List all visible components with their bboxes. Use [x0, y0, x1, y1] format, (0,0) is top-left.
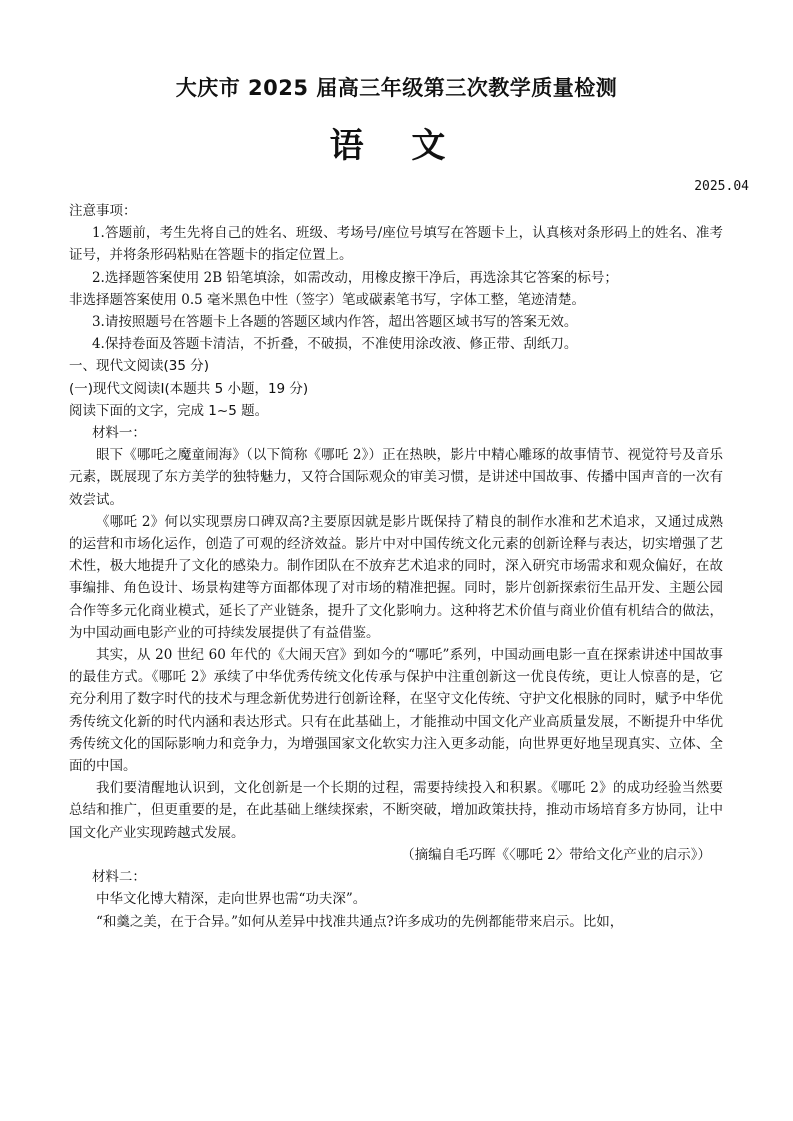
- notice-item: 2.选择题答案使用 2B 铅笔填涂，如需改动，用橡皮擦干净后，再选涂其它答案的标号；: [91, 269, 618, 286]
- exam-date: 2025.04: [694, 179, 749, 194]
- material1-label: 材料一：: [91, 425, 146, 442]
- material1-paragraph: 眼下《哪吒之魔童闹海》（以下简称《哪吒 2》）正在热映，影片中精心雕琢的故事情节、视觉符号及音乐元素，既展现了东方美学的独特魅力，又符合国际观众的审美习惯，是讲述中国故事、传播中国声音的一次有效尝试。: [69, 447, 723, 508]
- notice-item: 1.答题前，考生先将自己的姓名、班级、考场号/座位号填写在答题卡上，认真核对条形码上的姓名、准考证号，并将条形码粘贴在答题卡的指定位置上。: [69, 225, 723, 264]
- material1-paragraph: 我们要清醒地认识到，文化创新是一个长期的过程，需要持续投入和积累。《哪吒 2》的成功经验当然要总结和推广，但更重要的是，在此基础上继续探索，不断突破，增加政策扶持，推动市场培育多方协同，让中国文化产业实现跨越式发展。: [69, 780, 723, 841]
- notice-item: 非选择题答案使用 0.5 毫米黑色中性（签字）笔或碳素笔书写，字体工整，笔迹清楚。: [69, 291, 586, 308]
- subsection-title: (一)现代文阅读Ⅰ(本题共 5 小题，19 分): [69, 380, 309, 397]
- material2-label: 材料二：: [91, 869, 146, 886]
- notice-item: 4.保持卷面及答题卡清洁，不折叠，不破损，不准使用涂改液、修正带、刮纸刀。: [91, 336, 578, 353]
- material1-paragraph: 《哪吒 2》何以实现票房口碑双高?主要原因就是影片既保持了精良的制作水准和艺术追求，又通过成熟的运营和市场化运作，创造了可观的经济效益。影片中对中国传统文化元素的创新诠释与表达，切实增强了艺术性，极大地提升了文化的感染力。制作团队在不放弃艺术追求的同时，深入研究市场需求和观众偏好，在故事编排、角色设计、场景构建等方面都体现了对市场的精准把握。同时，影片创新探索衍生品开发、主题公园合作等多元化商业模式，延长了产业链条，提升了文化影响力。这种将艺术价值与商业价值有机结合的做法，为中国动画电影产业的可持续发展提供了有益借鉴。: [69, 513, 723, 641]
- notice-heading: 注意事项：: [69, 203, 137, 219]
- reading-instruction: 阅读下面的文字，完成 1~5 题。: [69, 402, 269, 419]
- material2-paragraph: “和羹之美，在于合异。”如何从差异中找准共通点?许多成功的先例都能带来启示。比如，: [96, 913, 624, 930]
- section-title: 一、现代文阅读(35 分): [69, 358, 210, 375]
- exam-title: 大庆市 2025 届高三年级第三次教学质量检测: [175, 76, 618, 100]
- material1-paragraph: 其实，从 20 世纪 60 年代的《大闹天宫》到如今的“哪吒”系列，中国动画电影一直在探索讲述中国故事的最佳方式。《哪吒 2》承续了中华优秀传统文化传承与保护中注重创新这一优良传统，更让人惊喜的是，它充分利用了数字时代的技术与理念新优势进行创新诠释，在坚守文化传统、守护文化根脉的同时，赋予中华优秀传统文化新的时代内涵和表达形式。只有在此基础上，才能推动中国文化产业高质量发展，不断提升中华优秀传统文化的国际影响力和竞争力，为增强国家文化软实力注入更多动能，向世界更好地呈现真实、立体、全面的中国。: [69, 647, 723, 775]
- material2-paragraph: 中华文化博大精深，走向世界也需“功夫深”。: [96, 891, 367, 908]
- exam-body: [69, 200, 723, 933]
- notice-item: 3.请按照题号在答题卡上各题的答题区域内作答，超出答题区域书写的答案无效。: [91, 314, 578, 331]
- material1-source: （摘编自毛巧晖《〈哪吒 2〉带给文化产业的启示》）: [401, 846, 711, 863]
- subject-title: 语 文: [329, 126, 464, 166]
